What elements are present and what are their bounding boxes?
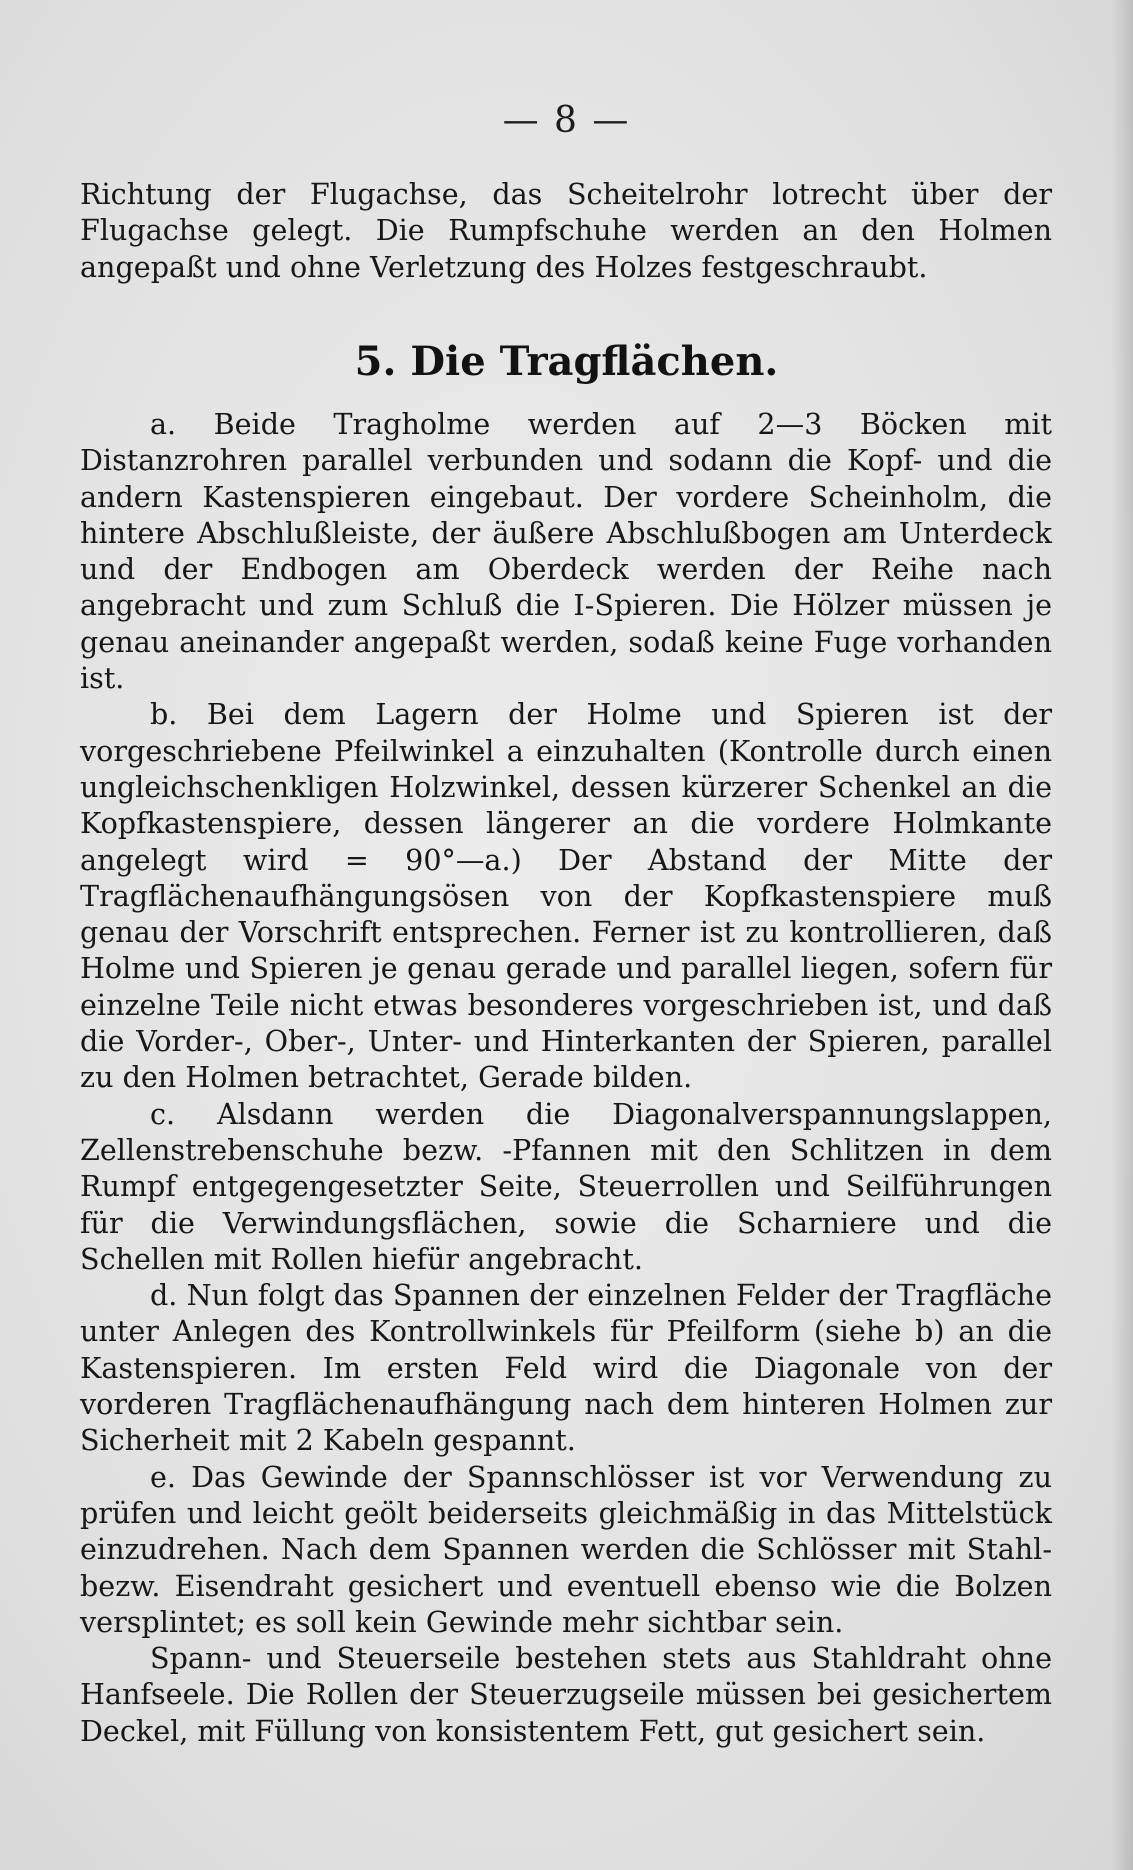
paragraph-text: Beide Tragholme werden auf 2—3 Böcken mit Distanzrohren parallel verbunden und sodann die Kopf- und die andern Kastenspieren eingebaut. Der vordere Scheinholm, die hintere Abschlußleiste, der äußere Abschlußbogen am Unterdeck und der Endbogen am Oberdeck werden der Reihe nach angebracht und zum Schluß die I-Spieren. Die Hölzer müssen je genau aneinander angepaßt werden, sodaß keine Fuge vorhanden ist.	[80, 407, 1052, 696]
paragraph-c	[80, 1096, 1052, 1277]
paragraph-text: Bei dem Lagern der Holme und Spieren ist der vorgeschriebene Pfeilwinkel a einzuhalten (Kontrolle durch einen ungleichschenkligen Holzwinkel, dessen kürzerer Schenkel an die Kopfkastenspiere, dessen längerer an die vordere Holmkante angelegt wird = 90°—a.) Der Abstand der Mitte der Tragflächenaufhängungsösen von der Kopfkastenspiere muß genau der Vorschrift entsprechen. Ferner ist zu kontrollieren, daß Holme und Spieren je genau gerade und parallel liegen, sofern für einzelne Teile nicht etwas besonderes vorgeschrieben ist, und daß die Vorder-, Ober-, Unter- und Hinterkanten der Spieren, parallel zu den Holmen betrachtet, Gerade bilden.	[80, 697, 1052, 1095]
paragraph-b	[80, 696, 1052, 1095]
paragraph-a	[80, 406, 1052, 696]
paragraph-label: c.	[150, 1096, 176, 1131]
section-heading: 5. Die Tragflächen.	[354, 338, 779, 385]
paragraph-label: d.	[150, 1278, 178, 1313]
paragraph-label: e.	[150, 1459, 177, 1494]
intro-paragraph	[80, 176, 1052, 285]
page-edge-shadow	[1111, 0, 1133, 1870]
paragraph-label: b.	[150, 697, 178, 732]
paragraph-label: a.	[150, 407, 177, 441]
page-number: — 8 —	[502, 100, 631, 141]
paragraph-d	[80, 1277, 1052, 1458]
paragraph-e	[80, 1459, 1052, 1640]
paragraph-text: Alsdann werden die Diagonalverspannungslappen, Zellenstrebenschuhe bezw. -Pfannen mit den Schlitzen in dem Rumpf entgegengesetzter Seite, Steuerrollen und Seilführungen für die Verwindungsflächen, sowie die Scharniere und die Schellen mit Rollen hiefür angebracht.	[80, 1096, 1052, 1276]
paragraph-closing	[80, 1640, 1052, 1749]
section-body	[80, 406, 1052, 1749]
paragraph-text: Das Gewinde der Spannschlösser ist vor Verwendung zu prüfen und leicht geölt beiderseits gleichmäßig in das Mittelstück einzudrehen. Nach dem Spannen werden die Schlösser mit Stahl- bezw. Eisendraht gesichert und eventuell ebenso wie die Bolzen versplintet; es soll kein Gewinde mehr sichtbar sein.	[80, 1459, 1052, 1639]
paragraph-text: Nun folgt das Spannen der einzelnen Felder der Tragfläche unter Anlegen des Kontrollwinkels für Pfeilform (siehe b) an die Kastenspieren. Im ersten Feld wird die Diagonale von der vorderen Tragflächenaufhängung nach dem hinteren Holmen zur Sicherheit mit 2 Kabeln gespannt.	[80, 1278, 1052, 1458]
paragraph-text: Spann- und Steuerseile bestehen stets aus Stahldraht ohne Hanfseele. Die Rollen der Steuerzugseile müssen bei gesichertem Deckel, mit Füllung von konsistentem Fett, gut gesichert sein.	[80, 1641, 1052, 1748]
intro-text: Richtung der Flugachse, das Scheitelrohr lotrecht über der Flugachse gelegt. Die Rumpfschuhe werden an den Holmen angepaßt und ohne Verletzung des Holzes festgeschraubt.	[80, 177, 1052, 284]
